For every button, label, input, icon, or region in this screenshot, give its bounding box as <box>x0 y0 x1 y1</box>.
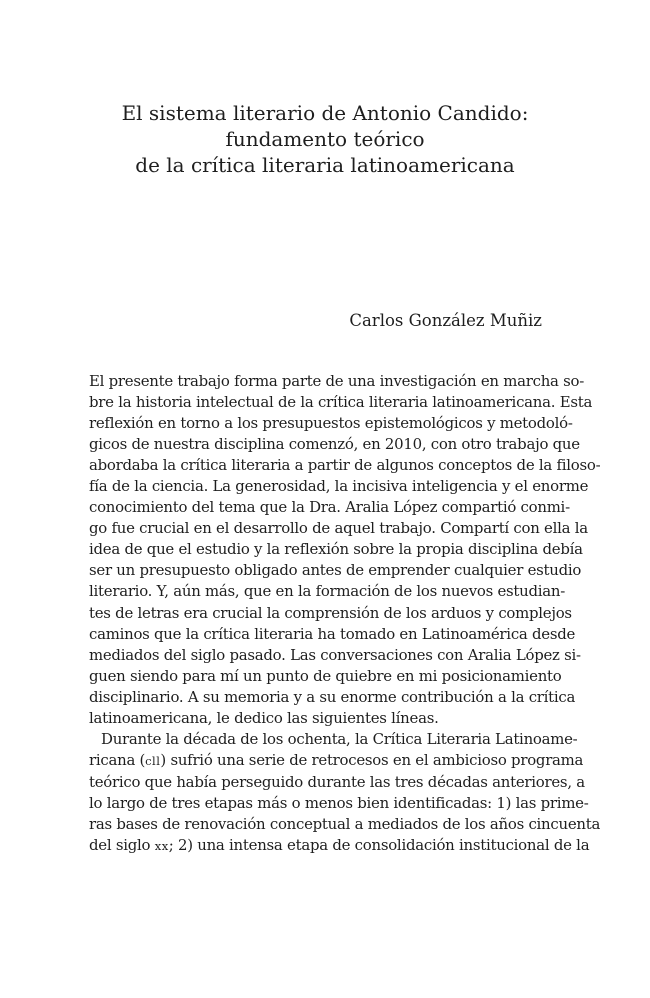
text-line: latinoamericana, le dedico las siguientes líneas. <box>89 708 439 727</box>
century-numeral: xx <box>154 839 169 854</box>
chapter-title-line: El sistema literario de Antonio Candido: <box>121 101 529 125</box>
text-line: conocimiento del tema que la Dra. Aralia López compartió conmi- <box>89 498 570 517</box>
text-line: El presente trabajo forma parte de una investigación en marcha so- <box>89 372 585 390</box>
text-line: Durante la década de los ochenta, la Crítica Literaria Latinoame- <box>101 729 578 748</box>
text-line: idea de que el estudio y la reflexión sobre la propia disciplina debía <box>89 540 583 559</box>
chapter-title-line: de la crítica literaria latinoamericana <box>135 153 515 177</box>
text-line: literario. Y, aún más, que en la formación de los nuevos estudian- <box>89 582 566 601</box>
text-line: reflexión en torno a los presupuestos epistemológicos y metodoló- <box>89 414 573 433</box>
text-line: bre la historia intelectual de la crítica literaria latinoamericana. Esta <box>89 393 593 412</box>
text-line <box>89 750 584 772</box>
text-fragment: del siglo <box>89 836 155 855</box>
author-name: Carlos González Muñiz <box>349 311 542 330</box>
text-fragment: ricana ( <box>89 750 146 769</box>
chapter-title-line: fundamento teórico <box>225 127 425 151</box>
text-line: ser un presupuesto obligado antes de emprender cualquier estudio <box>89 561 582 580</box>
text-line: disciplinario. A su memoria y a su enorme contribución a la crítica <box>89 687 576 706</box>
text-line: ras bases de renovación conceptual a mediados de los años cincuenta <box>89 814 601 833</box>
text-line: guen siendo para mí un punto de quiebre en mi posicionamiento <box>89 666 562 685</box>
text-fragment: ; 2) una intensa etapa de consolidación institucional de la <box>168 836 590 855</box>
text-line: abordaba la crítica literaria a partir de algunos conceptos de la filoso- <box>89 456 601 475</box>
text-line <box>89 835 590 857</box>
text-line: lo largo de tres etapas más o menos bien identificadas: 1) las prime- <box>89 793 589 812</box>
text-line: go fue crucial en el desarrollo de aquel trabajo. Compartí con ella la <box>89 519 588 538</box>
text-line: gicos de nuestra disciplina comenzó, en 2010, con otro trabajo que <box>89 435 580 454</box>
text-line: mediados del siglo pasado. Las conversaciones con Aralia López si- <box>89 645 581 664</box>
text-line: caminos que la crítica literaria ha tomado en Latinoamérica desde <box>89 624 576 643</box>
text-fragment: ) sufrió una serie de retrocesos en el ambicioso programa <box>160 750 584 769</box>
body-text <box>89 371 601 857</box>
text-line: teórico que había perseguido durante las tres décadas anteriores, a <box>89 772 585 791</box>
abbreviation: cll <box>145 753 161 768</box>
text-line: tes de letras era crucial la comprensión de los arduos y complejos <box>89 603 572 622</box>
chapter-title <box>90 100 560 178</box>
text-line: fía de la ciencia. La generosidad, la incisiva inteligencia y el enorme <box>89 477 589 496</box>
